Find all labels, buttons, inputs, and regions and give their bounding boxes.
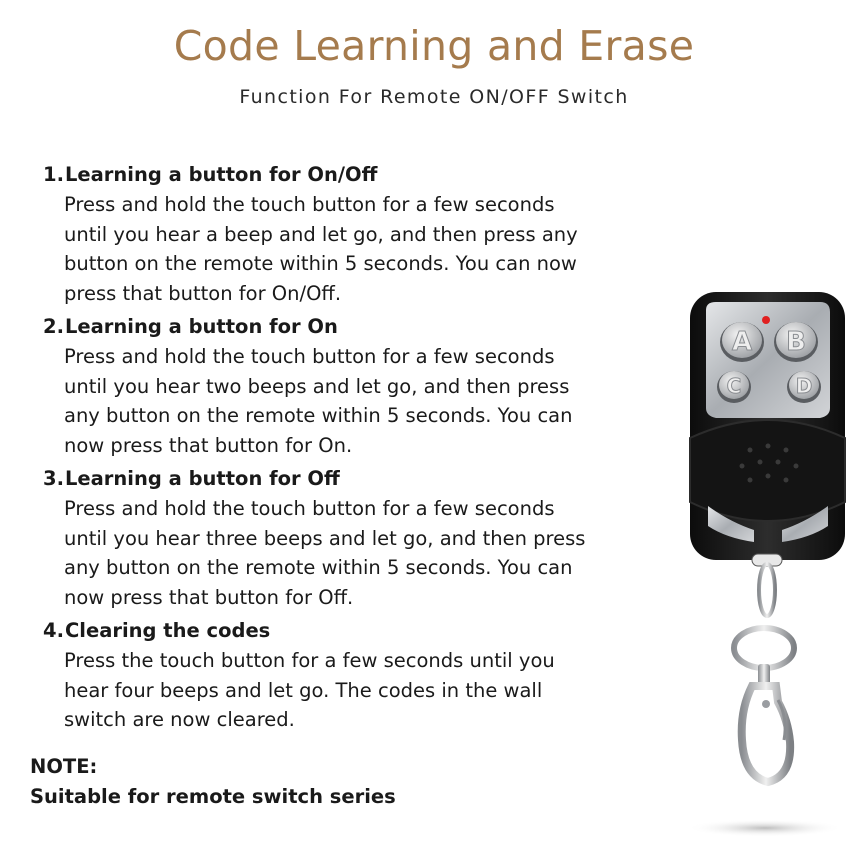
step-description <box>30 494 640 612</box>
shadow-shape <box>687 819 843 837</box>
step-line: until you hear a beep and let go, and then press any <box>64 222 578 246</box>
step-title: Clearing the codes <box>65 619 271 642</box>
button-d <box>787 371 821 403</box>
step-title: Learning a button for On <box>65 315 338 338</box>
step-number: 3. <box>43 467 64 490</box>
step-line: button on the remote within 5 seconds. You can now <box>64 252 577 275</box>
step-line: Press and hold the touch button for a few seconds <box>64 193 555 216</box>
step-line: press that button for On/Off. <box>64 281 342 305</box>
step-number: 4. <box>43 619 64 642</box>
slide-cover <box>690 420 845 521</box>
note-label: NOTE: <box>30 755 98 778</box>
instruction-list <box>30 160 640 739</box>
step-item <box>30 616 640 735</box>
step-line: switch are now cleared. <box>64 708 295 731</box>
step-item <box>30 160 640 308</box>
step-description <box>30 646 640 735</box>
step-item <box>30 312 640 460</box>
note-text: Suitable for remote switch series <box>30 785 396 808</box>
button-c-label: C <box>726 374 742 398</box>
step-line: Press and hold the touch button for a few seconds <box>64 345 555 368</box>
button-b <box>774 322 818 362</box>
step-line: now press that button for On. <box>64 433 353 457</box>
remote-control-image <box>680 290 860 850</box>
step-line: Press and hold the touch button for a few seconds <box>64 497 555 520</box>
step-title: Learning a button for On/Off <box>65 163 378 186</box>
button-b-label: B <box>786 327 806 357</box>
step-description <box>30 342 640 460</box>
step-line: now press that button for Off. <box>64 585 354 609</box>
step-line: until you hear three beeps and let go, and then press <box>64 526 586 550</box>
step-description <box>30 190 640 308</box>
page-title: Code Learning and Erase <box>173 22 695 70</box>
step-title: Learning a button for Off <box>65 467 340 490</box>
step-item <box>30 464 640 612</box>
chain-link <box>759 564 775 616</box>
page-subtitle: Function For Remote ON/OFF Switch <box>239 86 629 108</box>
step-line: Press the touch button for a few seconds until you <box>64 649 555 672</box>
step-line: any button on the remote within 5 seconds. You can <box>64 404 573 427</box>
step-line: hear four beeps and let go. The codes in the wall <box>64 678 543 702</box>
note-block <box>30 752 396 812</box>
button-a-label: A <box>731 327 753 357</box>
led-indicator <box>762 316 770 324</box>
button-a <box>720 322 764 362</box>
step-line: any button on the remote within 5 seconds. You can <box>64 556 573 579</box>
step-number: 2. <box>43 315 64 338</box>
clasp-pin <box>762 700 770 708</box>
step-line: until you hear two beeps and let go, and then press <box>64 374 570 398</box>
button-c <box>717 371 751 403</box>
button-d-label: D <box>795 374 813 398</box>
swivel-ring <box>734 628 794 668</box>
step-number: 1. <box>43 163 64 186</box>
